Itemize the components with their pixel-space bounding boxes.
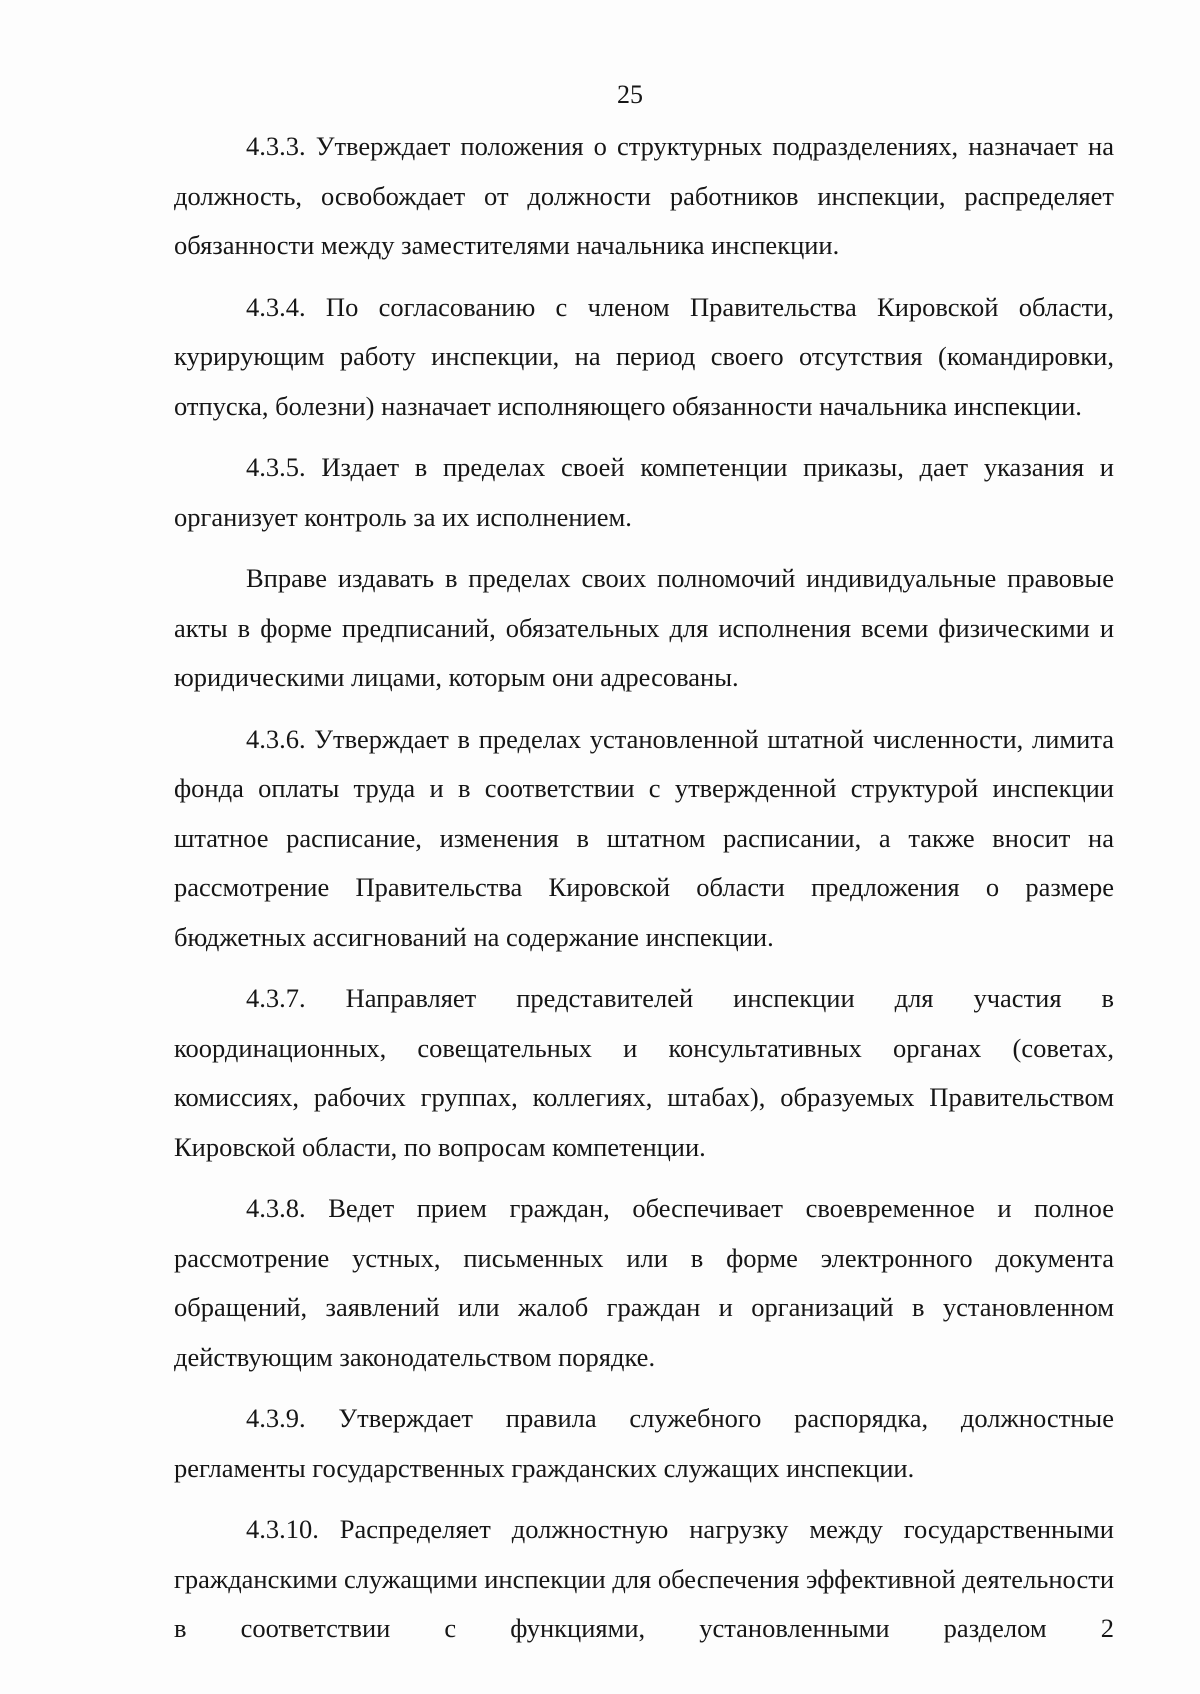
paragraph-4-3-5: 4.3.5. Издает в пределах своей компетенции приказы, дает указания и организует контроль за их исполнением.	[174, 452, 1114, 532]
paragraph-4-3-4: 4.3.4. По согласованию с членом Правительства Кировской области, курирующим работу инспекции, на период своего отсутствия (командировки, отпуска, болезни) назначает исполняющего обязанности начальника инспекции.	[174, 291, 1114, 421]
paragraph-4-3-6: 4.3.6. Утверждает в пределах установленной штатной численности, лимита фонда оплаты труда и в соответствии с утвержденной структурой инспекции штатное расписание, изменения в штатном расписании, а также вносит на рассмотрение Правительства Кировской области предложения о размере бюджетных ассигнований на содержание инспекции.	[174, 723, 1114, 952]
document-body	[174, 122, 1114, 1666]
paragraph-4-3-5-right-to-issue: Вправе издавать в пределах своих полномочий индивидуальные правовые акты в форме предписаний, обязательных для исполнения всеми физическими и юридическими лицами, которым они адресованы.	[174, 563, 1114, 692]
paragraph-4-3-8: 4.3.8. Ведет прием граждан, обеспечивает своевременное и полное рассмотрение устных, письменных или в форме электронного документа обращений, заявлений или жалоб граждан и организаций в установленном действующим законодательством порядке.	[174, 1193, 1114, 1372]
paragraph-4-3-7: 4.3.7. Направляет представителей инспекции для участия в координационных, совещательных и консультативных органах (советах, комиссиях, рабочих группах, коллегиях, штабах), образуемых Правительством Кировской области, по вопросам компетенции.	[174, 983, 1114, 1162]
paragraph-4-3-3: 4.3.3. Утверждает положения о структурных подразделениях, назначает на должность, освобождает от должности работников инспекции, распределяет обязанности между заместителями начальника инспекции.	[174, 131, 1114, 260]
page-number: 25	[617, 80, 643, 109]
paragraph-4-3-10: 4.3.10. Распределяет должностную нагрузку между государственными гражданскими служащими инспекции для обеспечения эффективной деятельности в соответствии с функциями, установленными разделом 2	[174, 1514, 1114, 1643]
paragraph-4-3-9: 4.3.9. Утверждает правила служебного распорядка, должностные регламенты государственных гражданских служащих инспекции.	[174, 1403, 1114, 1483]
